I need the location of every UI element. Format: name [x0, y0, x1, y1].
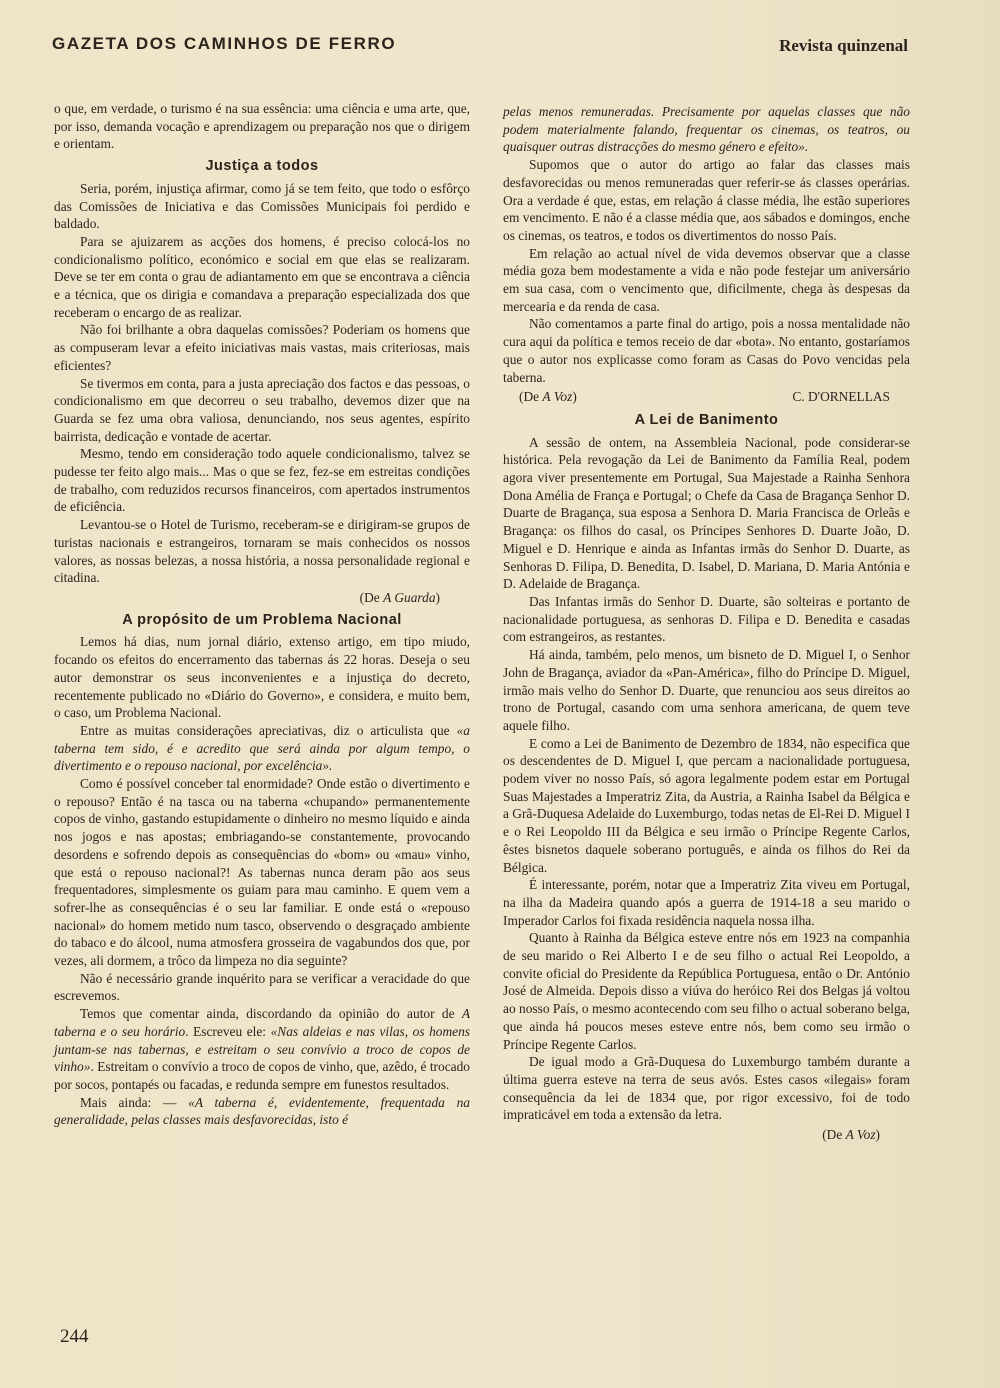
section-heading: Justiça a todos [205, 158, 319, 175]
citation-prefix: (De [519, 389, 543, 405]
paragraph: Supomos que o autor do artigo ao falar das classes mais desfavorecidas ou menos remuneradas quer referir-se ás classes operárias. Ora a verdade é que, estas, em relação á classe média, lhe estão superiores em vencimento. E não é a classe média que, aos sábados e domingos, enche os cinemas, os teatros, e todos os divertimentos do nosso País. [503, 157, 910, 243]
section-heading: A propósito de um Problema Nacional [122, 611, 402, 628]
paragraph: De igual modo a Grã-Duquesa do Luxemburgo também durante a última guerra esteve na terra de seus avós. Estes casos «ilegais» foram consequência da lei de 1834 que, por rigor excessivo, foi de todo impraticável em toda a extensão da letra. [503, 1054, 910, 1123]
left-column [54, 100, 470, 1129]
citation-suffix: ) [572, 389, 577, 405]
citation-source: A Voz [845, 1127, 876, 1143]
paragraph: Como é possível conceber tal enormidade? Onde estão o divertimento e o repouso? Então é na tasca ou na taberna «chupando» permanentemente copos de vinho, gastando estupidamente o dinheiro no mesmo líquido e ainda nos jogos e nas apostas; embriagando-se constantemente, provocando desordens e sofrendo depois as consequências do «bom» ou «mau» vinho, que está o repouso nacional?! As tabernas nunca deram pão aos seus frequentadores, simplesmente os guiam para mau caminho. E quem vem a sofrer-lhe as consequências é o seu lar familiar. E onde está o «repouso nacional» do homem metido num tasco, observendo o desgraçado ambiente do tabaco e do álcool, numa atmosfera grosseira de vagabundos dos que, por vezes, ali dormem, a trôco da limpeza no dia seguinte? [54, 776, 470, 969]
paragraph: pelas menos remuneradas. Precisamente por aquelas classes que não podem materialmente falando, frequentar os cinemas, os teatros, ou quaisquer outras distracções do mesmo género e efeito». [503, 104, 910, 155]
citation-source: A Guarda [383, 589, 436, 605]
paragraph [54, 1005, 470, 1094]
source-citation [519, 388, 577, 406]
text-run: . Escreveu ele: [185, 1023, 271, 1039]
citation-prefix: (De [359, 589, 384, 605]
paragraph: E como a Lei de Banimento de Dezembro de 1834, não especifica que os descendentes de D. Miguel I, que percam a nacionalidade portuguesa, podem viver no nosso País, só agora legalmente podem estar em Portugal Suas Majestades a Imperatriz Zita, da Austria, a Rainha Isabel da Bélgica e a Grã-Duquesa Adelaide do Luxemburgo, todas netas de El-Rei D. Miguel I e o Rei Leopoldo III da Bélgica e seu irmão o Príncipe Regente Carlos, êstes bisnetos daquele soberano português, e ainda os filhos do Rei da Bélgica. [503, 735, 910, 875]
quoted-text: «A taberna é, evidentemente, frequentada na generalidade, pelas classes mais desfavorecidas, isto é [54, 1094, 470, 1128]
paragraph [54, 1094, 470, 1129]
citation-prefix: (De [822, 1127, 846, 1143]
citation-source: A Voz [542, 389, 573, 405]
title-reference: A taberna e o seu horário [54, 1006, 470, 1039]
paragraph: Não comentamos a parte final do artigo, pois a nossa mentalidade não cura aqui da política e temos receio de dar «bota». No entanto, gostaríamos que o autor nos explicasse como foram as Casas do Povo vencidas pela taberna. [503, 316, 910, 385]
quoted-text: «Nas aldeias e nas vilas, os homens juntam-se nas tabernas, e estreitam o seu convívio a troco de copos de vinho» [54, 1023, 470, 1075]
author-name: C. D'ORNELLAS [792, 389, 890, 405]
citation-suffix: ) [875, 1127, 880, 1143]
citation-suffix: ) [435, 589, 440, 605]
paragraph: Das Infantas irmãs do Senhor D. Duarte, são solteiras e portanto de nacionalidade portuguesa, as senhoras D. Filipa e D. Benedita e casadas com estrangeiros, as restantes. [503, 593, 910, 645]
text-run: Temos que comentar ainda, discordando da opinião do autor de [80, 1006, 462, 1022]
paragraph: Lemos há dias, num jornal diário, extenso artigo, em tipo miudo, focando os efeitos do encerramento das tabernas ás 22 horas. Deseja o seu autor demonstrar os seus inconvenientes e a injustiça do decreto, recentemente publicado no «Diário do Governo», e considera, e muito bem, o caso, um Problema Nacional. [54, 634, 470, 721]
paragraph: Mesmo, tendo em consideração todo aquele condicionalismo, talvez se pudesse ter feito algo mais... Mas o que se fez, fez-se em estreitas condições de trabalho, com reduzidos recursos financeiros, com apertados instrumentos de eficiência. [54, 446, 470, 515]
quoted-text: «a taberna tem sido, é e acredito que será ainda por algum tempo, o divertimento e o repouso nacional, por excelência». [54, 722, 470, 774]
publication-subtitle: Revista quinzenal [779, 36, 908, 55]
signature-line [503, 388, 910, 406]
paragraph: Em relação ao actual nível de vida devemos observar que a classe média goza bem modestamente a vida e não pode festejar um aniversário em sua casa, com o vencimento que, dificilmente, chega às despesas da mercearia e da renda de casa. [503, 245, 910, 314]
paragraph: Seria, porém, injustiça afirmar, como já se tem feito, que todo o esfôrço das Comissões de Iniciativa e das Comissões Municipais foi perdido e baldado. [54, 180, 470, 232]
paragraph: Para se ajuizarem as acções dos homens, é preciso colocá-los no condicionalismo político, económico e social em que elas se realizaram. Deve se ter em conta o grau de adiantamento em que se encontrava a ciência e a técnica, que os dirigia e comandava a preparação especializada dos que receberam o encargo de as realizar. [54, 233, 470, 320]
paragraph: A sessão de ontem, na Assembleia Nacional, pode considerar-se histórica. Pela revogação da Lei de Banimento da Família Real, podem agora viver presentemente em Portugal, Sua Majestade a Rainha Senhora Dona Amélia de França e Portugal; o Chefe da Casa de Bragança Senhor D. Duarte de Bragança, sua esposa a Senhora D. Maria Francisca de Orleãs e Bragança: os filhos do casal, os Príncipes Senhores D. Duarte João, D. Miguel e D. Henrique e ainda as Infantas irmãs do Senhor D. Duarte, as Senhoras D. Filipa, D. Benedita, D. Isabel, D. Mariana, D. Maria Antónia e D. Adelaide de Bragança. [503, 434, 910, 592]
page-number: 244 [60, 1326, 89, 1347]
paragraph: o que, em verdade, o turismo é na sua essência: uma ciência e uma arte, que, por isso, demanda vocação e aprendizagem ou preparação nos que o dirigem e orientam. [54, 101, 470, 152]
paragraph: Se tivermos em conta, para a justa apreciação dos factos e das pessoas, o condicionalismo em que decorreu o seu trabalho, devemos dizer que na Guarda se fez uma obra valiosa, denunciando, nos seus agentes, espírito bairrista, dedicação e vontade de acertar. [54, 375, 470, 444]
right-column [503, 103, 910, 1148]
text-run: . Estreitam o convívio a troco de copos de vinho, que, azêdo, é trocado por socos, pontapés ou facadas, e redunda sempre em funestos resultados. [54, 1059, 470, 1092]
section-heading: A Lei de Banimento [634, 411, 779, 428]
text-run: Entre as muitas considerações apreciativas, diz o articulista que [80, 722, 457, 738]
text-run: Mais ainda: — [80, 1094, 189, 1110]
source-citation [503, 1126, 910, 1144]
publication-title: GAZETA DOS CAMINHOS DE FERRO [52, 34, 397, 53]
source-citation [54, 589, 470, 607]
paragraph: Quanto à Rainha da Bélgica esteve entre nós em 1923 na companhia de seu marido o Rei Alberto I e de seu filho o actual Rei Leopoldo, a convite oficial do Presidente da República Portuguesa, então o Dr. António José de Almeida. Depois disso a viúva do heróico Rei dos Belgas já voltou ao nosso País, o mesmo acontecendo com seu filho o actual soberano belga, que ainda há poucos meses esteve entre nós, bem como seu irmão o Príncipe Regente Carlos. [503, 930, 910, 1052]
paragraph: Não é necessário grande inquérito para se verificar a veracidade do que escrevemos. [54, 970, 470, 1004]
paragraph: Levantou-se o Hotel de Turismo, receberam-se e dirigiram-se grupos de turistas nacionais e estrangeiros, tornaram se mais conhecidos os nossos valores, as nossas belezas, a nossa história, a nossa personalidade regional e citadina. [54, 517, 470, 586]
paragraph: Não foi brilhante a obra daquelas comissões? Poderiam os homens que as compuseram levar a efeito iniciativas mais vastas, mais criteriosas, mais eficientes? [54, 322, 470, 373]
paragraph: Há ainda, também, pelo menos, um bisneto de D. Miguel I, o Senhor John de Bragança, aviador da «Pan-América», filho do Príncipe D. Miguel, irmão mais velho do Senhor D. Duarte, que renunciou aos seus direitos ao trono de Portugal, casando com uma senhora americana, de quem teve aquele filho. [503, 647, 910, 733]
paragraph [54, 722, 470, 775]
paragraph: É interessante, porém, notar que a Imperatriz Zita viveu em Portugal, na ilha da Madeira quando após a guerra de 1914-18 a seu marido o Imperador Carlos foi fixada residência naquela nossa ilha. [503, 877, 910, 928]
